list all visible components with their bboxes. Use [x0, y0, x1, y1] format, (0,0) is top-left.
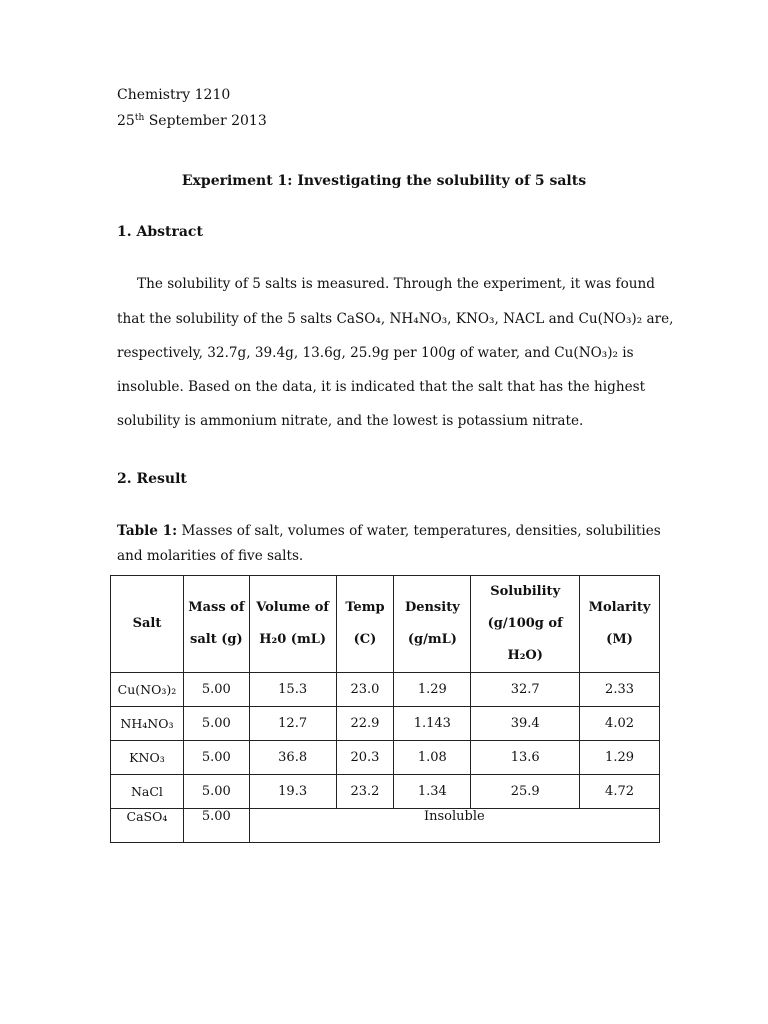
cell-mass: 5.00 [183, 673, 249, 707]
cell-temp: 22.9 [336, 707, 394, 741]
experiment-title: Experiment 1: Investigating the solubility of 5 salts [181, 173, 587, 189]
cell-temp: 20.3 [336, 741, 394, 775]
abstract-heading: 1. Abstract [117, 224, 203, 240]
header-mass-line-2: salt (g) [190, 632, 243, 647]
header-mass [183, 576, 249, 673]
header-temp [336, 576, 394, 673]
date-month-year: September 2013 [144, 113, 267, 129]
course-name: Chemistry 1210 [117, 87, 231, 103]
abstract-line-4: insoluble. Based on the data, it is indicated that the salt that has the highest [117, 379, 646, 395]
cell-volume: 19.3 [249, 775, 336, 809]
cell-salt: KNO₃ [111, 741, 184, 775]
cell-salt: NH₄NO₃ [111, 707, 184, 741]
cell-mass: 5.00 [183, 741, 249, 775]
cell-volume: 12.7 [249, 707, 336, 741]
table-caption-text: Masses of salt, volumes of water, temperatures, densities, solubilities [177, 523, 661, 539]
cell-molarity: 4.02 [580, 707, 660, 741]
header-solubility-line-3: H₂O) [507, 648, 543, 663]
cell-solubility: 39.4 [471, 707, 580, 741]
cell-salt: NaCl [111, 775, 184, 809]
cell-salt: CaSO₄ [111, 809, 184, 843]
cell-solubility: 32.7 [471, 673, 580, 707]
header-salt [111, 576, 184, 673]
header-molarity-line-1: Molarity [588, 600, 651, 615]
cell-solubility: 13.6 [471, 741, 580, 775]
abstract-line-5: solubility is ammonium nitrate, and the lowest is potassium nitrate. [117, 413, 584, 429]
date-day: 25 [117, 113, 135, 129]
header-volume [249, 576, 336, 673]
header-solubility-line-1: Solubility [490, 584, 561, 599]
cell-mass: 5.00 [183, 707, 249, 741]
table-caption-line-1 [117, 523, 661, 539]
header-salt-label: Salt [132, 616, 162, 631]
header-density [394, 576, 471, 673]
cell-density: 1.29 [394, 673, 471, 707]
date-ordinal-suffix: th [134, 113, 145, 123]
header-temp-line-2: (C) [353, 632, 377, 647]
cell-density: 1.34 [394, 775, 471, 809]
cell-density: 1.143 [394, 707, 471, 741]
cell-temp: 23.0 [336, 673, 394, 707]
header-molarity-line-2: (M) [606, 632, 633, 647]
header-temp-line-1: Temp [345, 600, 385, 615]
abstract-line-3: respectively, 32.7g, 39.4g, 13.6g, 25.9g per 100g of water, and Cu(NO₃)₂ is [117, 345, 634, 361]
cell-density: 1.08 [394, 741, 471, 775]
table-row-insoluble [111, 809, 660, 843]
cell-volume: 36.8 [249, 741, 336, 775]
table-row [111, 741, 660, 775]
table-row [111, 775, 660, 809]
header-mass-line-1: Mass of [188, 600, 245, 615]
abstract-line-2: that the solubility of the 5 salts CaSO₄, NH₄NO₃, KNO₃, NACL and Cu(NO₃)₂ are, [117, 311, 674, 327]
solubility-table [110, 575, 660, 843]
cell-molarity: 1.29 [580, 741, 660, 775]
header-solubility-line-2: (g/100g of [487, 616, 563, 631]
header-solubility [471, 576, 580, 673]
header-molarity [580, 576, 660, 673]
cell-insoluble-note: Insoluble [249, 809, 659, 843]
document-date [117, 113, 267, 129]
table-caption-line-2: and molarities of five salts. [117, 548, 304, 564]
cell-volume: 15.3 [249, 673, 336, 707]
cell-mass: 5.00 [183, 775, 249, 809]
cell-salt: Cu(NO₃)₂ [111, 673, 184, 707]
header-volume-line-1: Volume of [256, 600, 330, 615]
header-density-line-2: (g/mL) [407, 632, 457, 647]
cell-solubility: 25.9 [471, 775, 580, 809]
cell-temp: 23.2 [336, 775, 394, 809]
cell-molarity: 2.33 [580, 673, 660, 707]
cell-mass: 5.00 [183, 809, 249, 843]
table-row [111, 707, 660, 741]
header-volume-line-2: H₂0 (mL) [259, 632, 326, 647]
result-heading: 2. Result [117, 471, 187, 487]
table-row [111, 673, 660, 707]
cell-molarity: 4.72 [580, 775, 660, 809]
abstract-line-1: The solubility of 5 salts is measured. Through the experiment, it was found [137, 276, 655, 292]
header-density-line-1: Density [404, 600, 460, 615]
table-header-row [111, 576, 660, 673]
table-caption-label: Table 1: [117, 523, 178, 539]
